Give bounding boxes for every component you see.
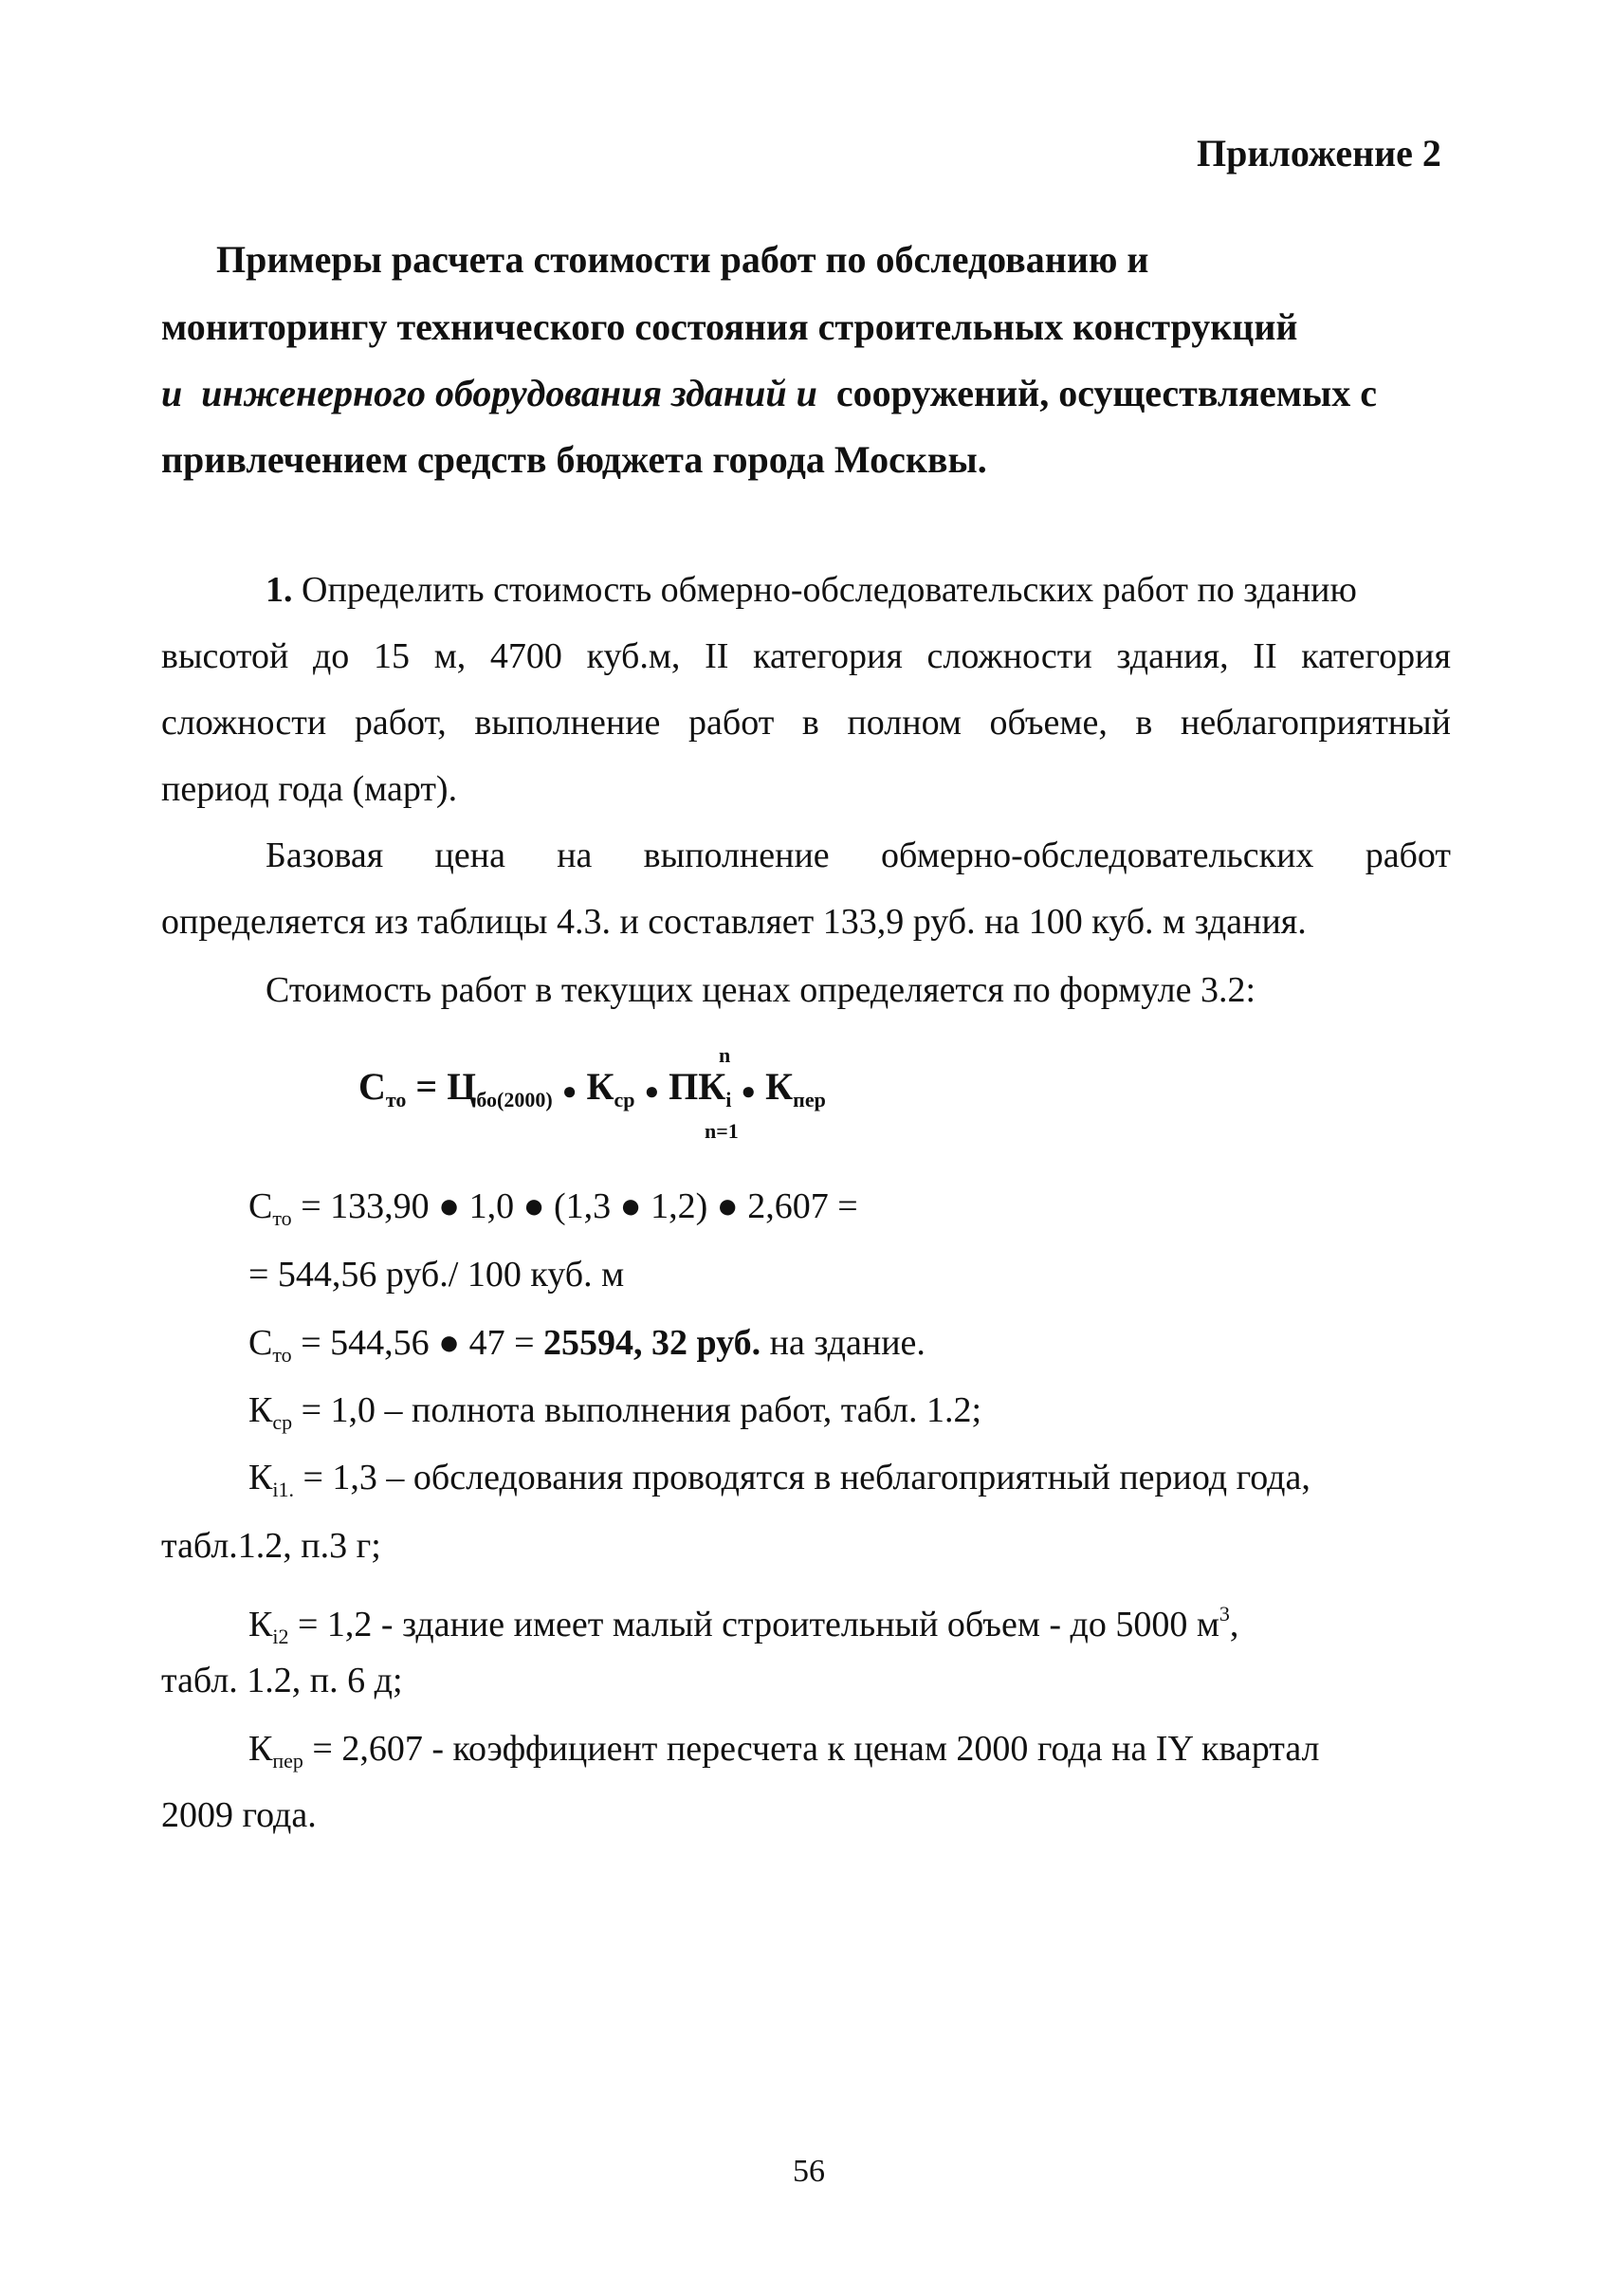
calc-line-2: = 544,56 руб./ 100 куб. м xyxy=(248,1255,625,1295)
coef-kper: $К_{пер} = 2,607$ - коэффициент пересчета к ценам 2000 года на IY квартал xyxy=(248,1729,1320,1773)
coef-ki2-ref: табл. 1.2, п. 6 д; xyxy=(161,1661,403,1700)
example-1-line-4: период года (март). xyxy=(161,769,458,809)
title-line-3: и инженерного оборудования зданий и сооружений, осуществляемых с xyxy=(161,372,1377,414)
title-line-2: мониторингу технического состояния строительных конструкций xyxy=(161,305,1298,348)
formula-upper-limit: n xyxy=(719,1043,731,1067)
total-cost: 25594, 32 руб. xyxy=(543,1323,761,1363)
calc-line-1: $С_{то} = 133,90$ ● 1,0 ● (1,3 ● 1,2) ● 2,607 = xyxy=(248,1186,858,1230)
title-line-1: Примеры расчета стоимости работ по обследованию и xyxy=(216,238,1149,281)
example-number: 1. xyxy=(266,570,293,610)
coef-ksr: $К_{ср} = 1,0$ – полнота выполнения работ, табл. 1.2; xyxy=(248,1390,982,1434)
coef-ki1-ref: табл.1.2, п.3 г; xyxy=(161,1526,381,1566)
formula-intro: Стоимость работ в текущих ценах определяется по формуле 3.2: xyxy=(266,970,1256,1010)
example-1-line-3: сложности работ, выполнение работ в полном объеме, в неблагоприятный xyxy=(161,703,1451,743)
calc-line-3: $С_{то} = 544,56$ ● 47 = 25594, 32 руб. на здание. xyxy=(248,1323,926,1367)
cost-formula xyxy=(358,1043,927,1166)
example-1-intro: 1. Определить стоимость обмерно-обследовательских работ по зданию xyxy=(266,570,1357,610)
formula-expression: $С_{то} = Ц_{бо(2000)}$ ● $К_{ср}$ ● $ПК_i$ ● $К_{пер}$ xyxy=(358,1065,826,1111)
title-line-4: привлечением средств бюджета города Москвы. xyxy=(161,438,987,481)
example-1-line-2: высотой до 15 м, 4700 куб.м, II категория сложности здания, II категория xyxy=(161,636,1451,676)
coef-ki2: $К_{i2} = 1,2$ - здание имеет малый строительный объем - до 5000 $м^3$, xyxy=(248,1602,1239,1648)
base-price-line-2: определяется из таблицы 4.3. и составляет 133,9 руб. на 100 куб. м здания. xyxy=(161,902,1307,942)
formula-lower-limit: n=1 xyxy=(705,1119,739,1143)
coef-kper-year: 2009 года. xyxy=(161,1795,317,1835)
page-number: 56 xyxy=(793,2154,825,2189)
base-price-line-1: Базовая цена на выполнение обмерно-обследовательских работ xyxy=(266,836,1451,875)
coef-ki1: $К_{i1.} = 1,3$ – обследования проводятся в неблагоприятный период года, xyxy=(248,1458,1311,1501)
appendix-label: Приложение 2 xyxy=(1197,132,1441,174)
